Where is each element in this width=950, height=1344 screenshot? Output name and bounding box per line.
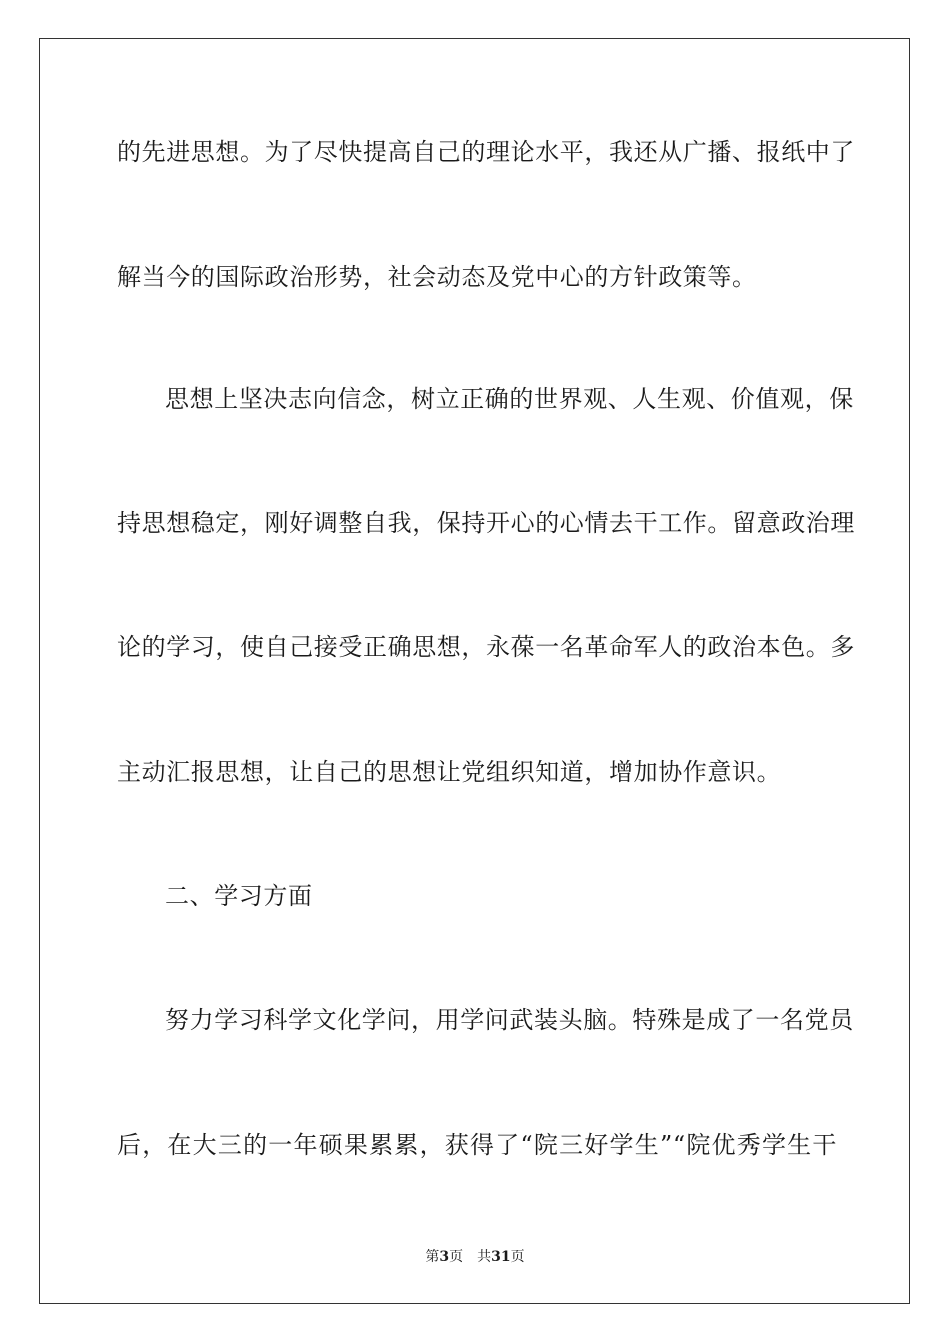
footer-total-pages: 31 <box>491 1249 511 1265</box>
footer-page-prefix: 第 <box>425 1249 440 1265</box>
body-text-line: 主动汇报思想，让自己的思想让党组织知道，增加协作意识。 <box>117 758 782 786</box>
page-footer <box>0 1248 950 1266</box>
body-text-line: 努力学习科学文化学问，用学问武装头脑。特殊是成了一名党员 <box>165 1006 854 1034</box>
body-text-line: 后，在大三的一年硕果累累，获得了“院三好学生”“院优秀学生干 <box>117 1131 837 1159</box>
footer-page-suffix: 页 <box>449 1249 464 1265</box>
body-text-line: 思想上坚决志向信念，树立正确的世界观、人生观、价值观，保 <box>165 385 854 413</box>
section-heading: 二、学习方面 <box>165 882 313 910</box>
footer-total-prefix: 共 <box>477 1249 492 1265</box>
footer-page-number: 3 <box>439 1249 450 1265</box>
body-text-line: 论的学习，使自己接受正确思想，永葆一名革命军人的政治本色。多 <box>117 633 855 661</box>
body-text-line: 的先进思想。为了尽快提高自己的理论水平，我还从广播、报纸中了 <box>117 138 855 166</box>
body-text-line: 持思想稳定，刚好调整自我，保持开心的心情去干工作。留意政治理 <box>117 509 855 537</box>
body-text-line: 解当今的国际政治形势，社会动态及党中心的方针政策等。 <box>117 263 757 291</box>
footer-total-suffix: 页 <box>510 1249 525 1265</box>
page-border <box>39 38 910 1304</box>
